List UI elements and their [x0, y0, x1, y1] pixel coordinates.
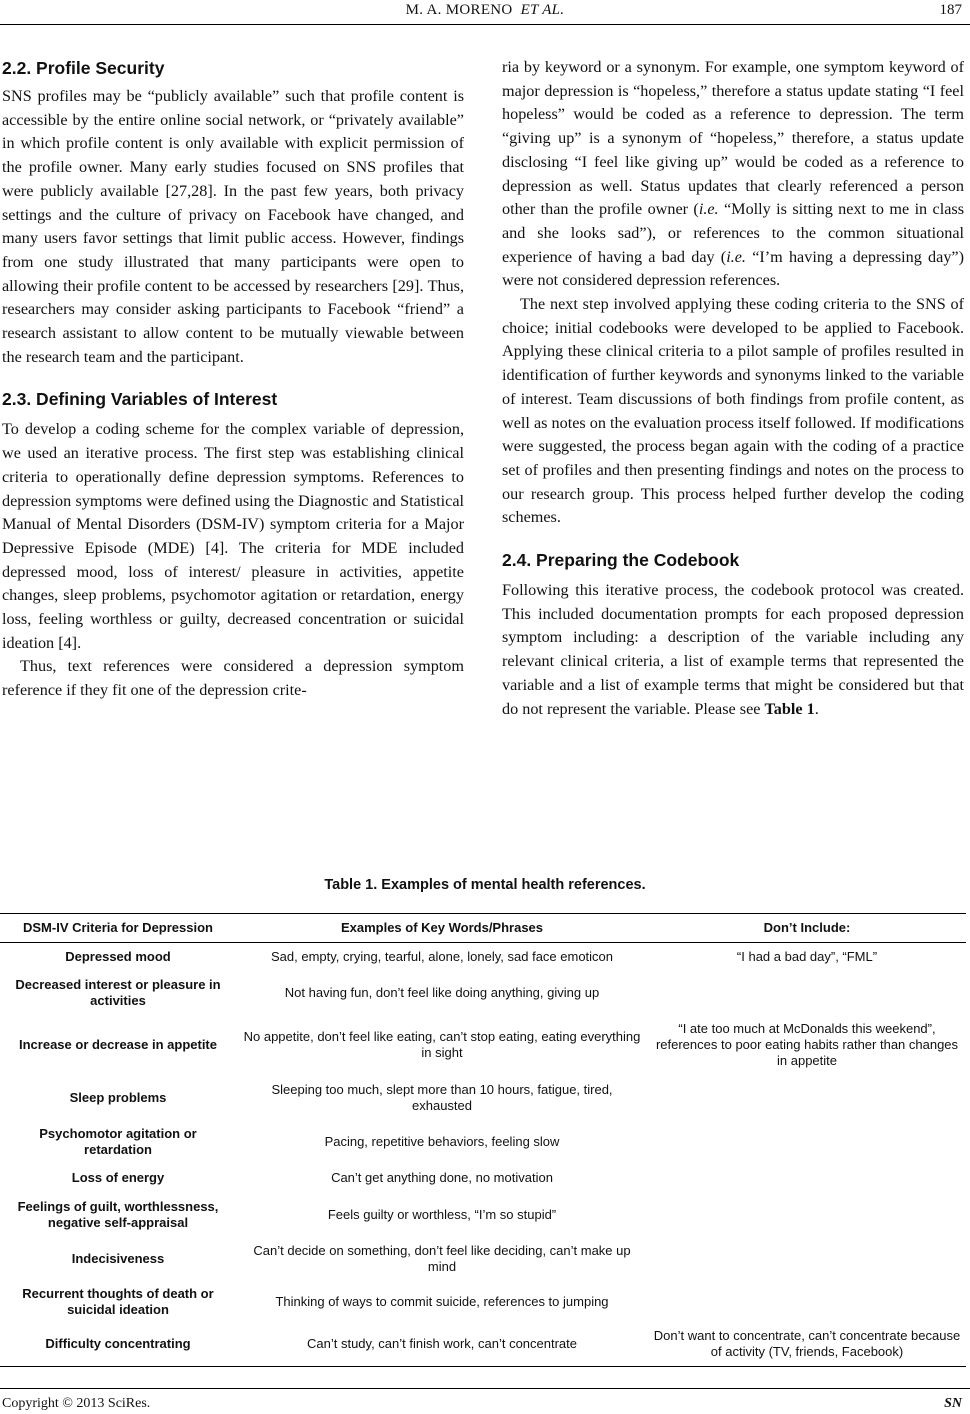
examples-cell: Thinking of ways to commit suicide, references to jumping [275, 1293, 609, 1309]
section-heading-defining-variables: 2.3. Defining Variables of Interest [2, 389, 278, 410]
page-number: 187 [939, 2, 962, 18]
criteria-cell: Feelings of guilt, worthlessness, negative self-appraisal [17, 1198, 219, 1230]
paragraph-text: . [814, 699, 819, 718]
header-examples: Examples of Key Words/Phrases [236, 914, 648, 943]
paragraph-profile-security: SNS profiles may be “publicly available” such that profile content is accessible by the entire online social network, or “privately available” in which profile content is only available with explicit permission of the profile owner. Many early studies focused on SNS profiles that were publicly available [27,28]. In the past few years, both privacy settings and the culture of privacy on Facebook have changed, and many users favor settings that limit public access. However, findings from one study illustrated that many participants were open to allowing their profile content to be accessed by researchers [29]. Thus, researchers may consider asking participants to Facebook “friend” a research assistant to allow content to be mutually viewable between the research team and the participant. [2, 87, 464, 366]
exclude-cell [648, 1237, 966, 1281]
page-header [0, 0, 970, 22]
table-row [0, 1323, 966, 1367]
left-column [2, 56, 464, 703]
criteria-cell: Psychomotor agitation or retardation [39, 1125, 197, 1157]
examples-cell: Feels guilty or worthless, “I’m so stupid” [327, 1206, 557, 1222]
criteria-cell: Depressed mood [65, 949, 171, 965]
examples-cell: Can’t study, can’t finish work, can’t concentrate [236, 1323, 648, 1367]
table-row [0, 943, 966, 972]
header-criteria: DSM-IV Criteria for Depression [0, 914, 236, 943]
running-head [0, 2, 970, 19]
exclude-cell: “I had a bad day”, “FML” [736, 949, 878, 965]
copyright: Copyright © 2013 SciRes. [2, 1396, 151, 1411]
table-row [0, 1120, 966, 1164]
table-row [0, 972, 966, 1014]
paragraph-text-references: Thus, text references were considered a depression symptom reference if they fit one of the depression crite- [2, 657, 464, 700]
table-caption: Table 1. Examples of mental health references. [324, 877, 646, 893]
ie-italic: i.e. [698, 200, 719, 219]
table-row [0, 1014, 966, 1076]
ie-italic: i.e. [726, 247, 746, 266]
examples-cell: Pacing, repetitive behaviors, feeling slow [324, 1133, 560, 1149]
section-heading-preparing-codebook: 2.4. Preparing the Codebook [502, 550, 740, 571]
table-header-row [0, 914, 966, 943]
exclude-cell [648, 1193, 966, 1237]
paragraph-next-step: The next step involved applying these coding criteria to the SNS of choice; initial codebooks were developed to be applied to Facebook. Applying these clinical criteria to a pilot sample of profiles resulted in identification of further keywords and synonyms linked to the variable of interest. Team discussions of both findings from profile content, as well as notes on the evaluation process itself followed. If modifications were suggested, the process began again with the coding of a practice set of profiles and then presenting findings and notes on the process to our research group. This process helped further develop the coding schemes. [502, 295, 964, 527]
examples-cell: Not having fun, don’t feel like doing anything, giving up [284, 984, 600, 1000]
criteria-cell: Indecisiveness [71, 1250, 165, 1266]
table-row [0, 1164, 966, 1193]
exclude-cell: Don’t want to concentrate, can’t concentrate because of activity (TV, friends, Facebook) [648, 1323, 966, 1367]
running-head-authors: M. A. MORENO [405, 2, 513, 18]
exclude-cell: “I ate too much at McDonalds this weekend”, references to poor eating habits rather than changes in appetite [655, 1020, 959, 1068]
criteria-cell: Increase or decrease in appetite [19, 1036, 217, 1052]
paragraph-text: “I’m having a depressing day”) were not considered depression references. [502, 247, 964, 290]
running-head-etal: ET AL. [520, 2, 565, 18]
criteria-cell: Difficulty concentrating [0, 1323, 236, 1367]
paragraph-defining-variables: To develop a coding scheme for the complex variable of depression, we used an iterative process. The first step was establishing clinical criteria to operationally define depression symptoms. References to depression symptoms were defined using the Diagnostic and Statistical Manual of Mental Disorders (DSM-IV) symptom criteria for a Major Depressive Episode (MDE) [4]. The criteria for MDE included depressed mood, loss of interest/ pleasure in activities, appetite changes, sleep problems, psychomotor agitation or retardation, energy loss, feeling worthless or guilty, decreased concentration or suicidal ideation [4]. [2, 420, 464, 652]
exclude-cell [648, 972, 966, 1014]
table-row [0, 1281, 966, 1323]
exclude-cell [648, 1164, 966, 1193]
paragraph-keyword-synonym [502, 56, 964, 293]
table-row [0, 1193, 966, 1237]
criteria-cell: Recurrent thoughts of death or suicidal ideation [22, 1285, 214, 1317]
paragraph-text: ria by keyword or a synonym. For example, one symptom keyword of major depression is “hopeless,” therefore a status update stating “I feel hopeless” would be coded as a reference to depression. The term “giving up” is a synonym of “hopeless,” therefore, a status update disclosing “I feel like giving up” would be coded as a reference to depression as well. Status updates that clearly referenced a person other than the profile owner ( [502, 58, 964, 219]
table-row [0, 1076, 966, 1120]
mental-health-references-table [0, 913, 966, 1367]
right-column [502, 56, 964, 721]
examples-cell: Can’t get anything done, no motivation [331, 1170, 553, 1185]
criteria-cell: Sleep problems [69, 1089, 167, 1105]
criteria-cell: Loss of energy [71, 1170, 165, 1185]
examples-cell: No appetite, don’t feel like eating, can’t stop eating, eating everything in sight [243, 1028, 641, 1060]
table-row [0, 1237, 966, 1281]
header-dont-include: Don’t Include: [648, 914, 966, 943]
examples-cell: Can’t decide on something, don’t feel like deciding, can’t make up mind [253, 1242, 631, 1274]
exclude-cell [648, 1076, 966, 1120]
examples-cell: Sleeping too much, slept more than 10 hours, fatigue, tired, exhausted [271, 1081, 613, 1113]
exclude-cell [648, 1120, 966, 1164]
table-reference-link[interactable]: Table 1 [764, 699, 815, 718]
paragraph-text: “Molly is sitting next to me in class and she looks sad”), or references to the common situational experience of having a bad day ( [502, 200, 965, 266]
criteria-cell: Decreased interest or pleasure in activities [15, 976, 221, 1008]
footer-rule [0, 1388, 970, 1389]
section-heading-profile-security: 2.2. Profile Security [2, 58, 165, 78]
exclude-cell [648, 1281, 966, 1323]
paragraph-text: Following this iterative process, the codebook protocol was created. This included documentation prompts for each proposed depression symptom including: a description of the variable including any relevant clinical criteria, a list of example terms that represented the variable and a list of example terms that might be considered but that do not represent the variable. Please see [502, 581, 964, 718]
paragraph-codebook [502, 579, 964, 721]
header-rule [0, 24, 970, 25]
journal-abbreviation: SN [944, 1396, 962, 1411]
examples-cell: Sad, empty, crying, tearful, alone, lonely, sad face emoticon [270, 949, 614, 965]
